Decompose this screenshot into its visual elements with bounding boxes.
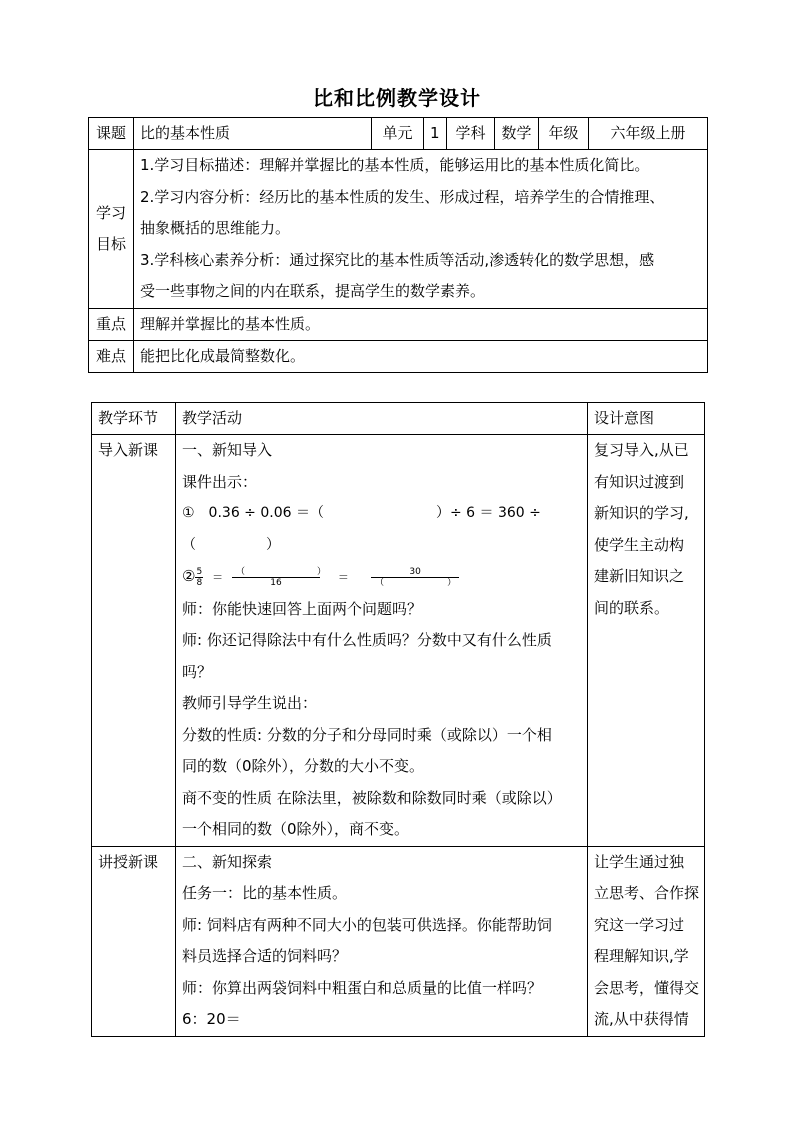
fraction-5-8: $\frac{5}{8}$ [196, 566, 203, 588]
lesson-process-table [91, 402, 705, 1037]
document-title: 比和比例教学设计 [313, 86, 481, 110]
process-row-explore [92, 846, 705, 1036]
activity-line: 一、新知导入 [182, 441, 273, 459]
activity-line: 分数的性质: 分数的分子和分母同时乘（或除以）一个相 [182, 725, 552, 744]
subject-value: 数学 [495, 118, 539, 150]
intent-line: 会思考，懂得交 [594, 978, 700, 997]
header-intent: 设计意图 [588, 403, 705, 435]
grade-label: 年级 [539, 118, 589, 150]
activity-line: 6：20＝ [182, 1010, 241, 1028]
activity-line: 料员选择合适的饲料吗？ [182, 947, 348, 965]
goals-label-line1: 学习 [95, 203, 126, 222]
key-label: 重点 [89, 308, 134, 340]
intent-line: 建新旧知识之 [594, 567, 685, 585]
activity-line: 一个相同的数（0除外），商不变。 [182, 820, 410, 838]
info-row-goals [89, 150, 708, 309]
activity-line: 师: 你还记得除法中有什么性质吗？分数中又有什么性质 [182, 631, 552, 649]
intent-line: 复习导入,从已 [594, 441, 689, 459]
lesson-info-table [88, 117, 708, 373]
equation-2 [182, 561, 581, 594]
goal-line: 抽象概括的思维能力。 [140, 219, 291, 237]
topic-label: 课题 [89, 118, 134, 150]
intent-line: 程理解知识,学 [594, 947, 689, 965]
goal-line: 2.学习内容分析：经历比的基本性质的发生、形成过程，培养学生的合情推理、 [140, 187, 665, 206]
intro-stage: 导入新课 [92, 435, 176, 847]
intent-line: 有知识过渡到 [594, 472, 685, 491]
header-activity: 教学活动 [176, 403, 588, 435]
topic-value: 比的基本性质 [134, 118, 372, 150]
unit-value: 1 [424, 118, 447, 150]
intent-line: 新知识的学习, [594, 504, 689, 522]
activity-line: 课件出示： [182, 472, 258, 491]
info-row-topic [89, 118, 708, 150]
header-stage: 教学环节 [92, 403, 176, 435]
equation-1: ① 0.36 ÷ 0.06 ＝（ ）÷ 6 ＝ 360 ÷ [182, 505, 541, 521]
activity-line: 师：你能快速回答上面两个问题吗？ [182, 599, 423, 618]
activity-line: 师: 饲料店有两种不同大小的包装可供选择。你能帮助饲 [182, 915, 552, 934]
equation-2-index: ② [182, 567, 196, 585]
goals-label [89, 150, 134, 309]
intent-line: 究这一学习过 [594, 915, 685, 934]
activity-line: 教师引导学生说出： [182, 694, 318, 712]
explore-intent [588, 846, 705, 1036]
intent-line: 让学生通过独 [594, 852, 685, 871]
activity-line: 任务一：比的基本性质。 [182, 884, 348, 902]
process-row-intro [92, 435, 705, 847]
key-value: 理解并掌握比的基本性质。 [134, 308, 708, 340]
equals-sign: ＝ [212, 571, 224, 584]
activity-line: 商不变的性质 在除法里，被除数和除数同时乘（或除以） [182, 788, 562, 807]
difficulty-label: 难点 [89, 340, 134, 372]
explore-stage: 讲授新课 [92, 846, 176, 1036]
goal-line: 受一些事物之间的内在联系，提高学生的数学素养。 [140, 282, 486, 300]
intro-activity [176, 435, 588, 847]
info-row-difficulty [89, 340, 708, 372]
explore-activity [176, 846, 588, 1036]
intent-line: 间的联系。 [594, 598, 670, 617]
grade-value: 六年级上册 [589, 118, 708, 150]
goal-line: 1.学习目标描述：理解并掌握比的基本性质，能够运用比的基本性质化简比。 [140, 156, 650, 174]
unit-label: 单元 [372, 118, 424, 150]
intent-line: 流,从中获得情 [594, 1010, 689, 1028]
intent-line: 立思考、合作探 [594, 884, 700, 902]
difficulty-value: 能把比化成最简整数化。 [134, 340, 708, 372]
intent-line: 使学生主动构 [594, 535, 685, 554]
equals-sign: ＝ [337, 571, 349, 584]
activity-line: 吗？ [182, 662, 213, 681]
process-header-row [92, 403, 705, 435]
activity-line: 同的数（0除外），分数的大小不变。 [182, 757, 425, 775]
equation-1-cont: （ ） [182, 536, 280, 553]
fraction-blank-16: $\frac{( )}{16}$ [232, 567, 320, 588]
activity-line: 师：你算出两袋饲料中粗蛋白和总质量的比值一样吗？ [182, 978, 543, 997]
goals-content [134, 150, 708, 309]
info-row-key [89, 308, 708, 340]
subject-label: 学科 [447, 118, 495, 150]
intro-intent [588, 435, 705, 847]
goals-label-line2: 目标 [95, 234, 126, 253]
fraction-30-blank: $\frac{30}{( )}$ [371, 567, 459, 588]
activity-line: 二、新知探索 [182, 852, 273, 871]
goal-line: 3.学科核心素养分析：通过探究比的基本性质等活动,渗透转化的数学思想，感 [140, 250, 655, 269]
